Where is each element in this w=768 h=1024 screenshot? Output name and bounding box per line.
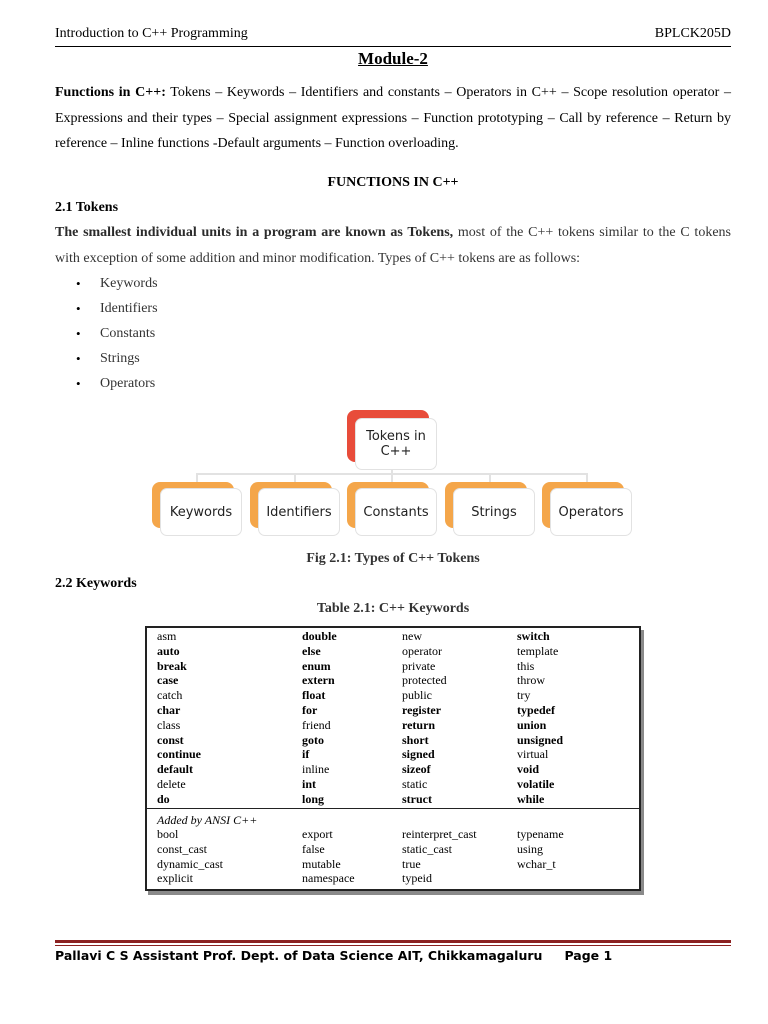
header-course-title: Introduction to C++ Programming [55,26,248,41]
diagram-node-strings: Strings [445,482,527,528]
keyword-cell: continue [157,747,202,762]
page-number: Page 1 [564,948,613,963]
keyword-cell: this [517,658,535,673]
keyword-cell: long [302,791,325,806]
bullet-icon: • [76,276,81,291]
header-course-code: BPLCK205D [654,26,731,41]
keyword-cell: signed [402,747,435,762]
keyword-cell: struct [402,791,432,806]
ansi-keyword-cell: mutable [302,856,341,871]
ansi-keyword-column [157,827,223,886]
keyword-cell: do [157,791,170,806]
tokens-text: most of the C++ tokens similar to the C tokens with exception of some addition and minor modification. Types of C++ tokens are as follows: [55,225,731,266]
ansi-keyword-column [402,827,477,886]
ansi-keyword-cell: reinterpret_cast [402,827,477,841]
keyword-column [302,629,337,807]
list-item: • Operators [100,371,158,396]
keywords-table [145,626,641,891]
keyword-cell: register [402,702,442,717]
keyword-cell: float [302,688,326,703]
keyword-cell: throw [517,673,545,688]
ansi-keyword-cell: typename [517,827,564,841]
page-footer [55,948,612,963]
table-caption: Table 2.1: C++ Keywords [316,601,470,616]
ansi-keyword-column [302,827,355,886]
keyword-cell: switch [517,629,550,643]
ansi-keyword-cell: explicit [157,871,193,886]
keyword-cell: goto [302,732,324,747]
ansi-keyword-cell: static_cast [402,841,452,856]
keyword-cell: typedef [517,702,555,717]
keyword-cell: auto [157,643,180,658]
diagram-node-identifiers: Identifiers [250,482,332,528]
list-item: • Strings [100,346,158,371]
footer-author: Pallavi C S Assistant Prof. Dept. of Data Science AIT, Chikkamagaluru [55,948,543,963]
keyword-cell: else [302,643,321,658]
keyword-cell: short [402,732,429,747]
ansi-keyword-cell: const_cast [157,841,207,856]
keyword-cell: volatile [517,776,555,791]
keyword-cell: asm [157,629,177,643]
keyword-cell: unsigned [517,732,564,747]
bullet-icon: • [76,376,81,391]
root-line1: Tokens in [366,429,426,444]
footer-rule [55,940,731,943]
intro-paragraph [55,80,731,157]
footer-rule [55,945,731,946]
keyword-cell: union [517,717,547,732]
keyword-cell: static [402,776,428,791]
diagram-node-operators: Operators [542,482,624,528]
page-header [55,26,731,47]
keyword-cell: if [302,747,310,762]
keyword-cell: catch [157,688,183,703]
table-divider [147,808,639,809]
keyword-cell: extern [302,673,335,688]
keyword-cell: protected [402,673,447,688]
keyword-cell: new [402,629,422,643]
keyword-cell: int [302,776,317,791]
intro-lead: Functions in C++: [55,85,166,100]
intro-text: Tokens – Keywords – Identifiers and constants – Operators in C++ – Scope resolution operator – Expressions and their types – Special assignment expressions – Function prototyping – Call by reference – Return by reference – Inline functions -Default arguments – Function overloading. [55,85,731,151]
keyword-cell: void [517,762,540,777]
list-item: • Keywords [100,271,158,296]
keyword-cell: for [302,702,318,717]
keyword-cell: case [157,673,179,688]
keyword-cell: default [157,762,193,777]
ansi-keyword-cell: using [517,841,544,856]
figure-caption: Fig 2.1: Types of C++ Tokens [306,551,480,566]
tokens-heading: 2.1 Tokens [55,200,119,215]
ansi-keyword-cell: true [402,856,421,871]
bullet-icon: • [76,326,81,341]
keyword-cell: class [157,717,181,732]
token-types-list [76,271,158,396]
keyword-cell: friend [302,717,331,732]
list-item: • Identifiers [100,296,158,321]
diagram-node-constants: Constants [347,482,429,528]
keyword-cell: try [517,688,531,703]
tokens-lead: The smallest individual units in a program are known as Tokens, [55,225,454,240]
ansi-keyword-cell: dynamic_cast [157,856,223,871]
list-item: • Constants [100,321,158,346]
ansi-keyword-cell: bool [157,827,179,841]
tokens-diagram [148,406,638,542]
keyword-cell: enum [302,658,331,673]
keyword-cell: break [157,658,187,673]
bullet-icon: • [76,301,81,316]
keyword-cell: delete [157,776,186,791]
keyword-cell: virtual [517,747,549,762]
ansi-title: Added by ANSI C++ [157,813,258,827]
ansi-keyword-cell: false [302,841,325,856]
ansi-keyword-cell: wchar_t [517,856,556,871]
keyword-cell: inline [302,762,330,777]
section-heading: FUNCTIONS IN C++ [327,175,459,190]
keyword-cell: const [157,732,184,747]
keyword-cell: char [157,702,181,717]
keyword-cell: while [517,791,545,806]
ansi-keyword-column [517,827,564,871]
keyword-cell: return [402,717,436,732]
keyword-column [517,629,563,807]
keyword-cell: public [402,688,432,703]
keywords-heading: 2.2 Keywords [55,576,137,591]
keyword-column [402,629,447,807]
root-line2: C++ [380,444,412,459]
tokens-paragraph [55,220,731,271]
diagram-root-node [347,410,429,462]
keyword-column [157,629,201,807]
keyword-cell: private [402,658,436,673]
keyword-cell: double [302,629,337,643]
keyword-cell: sizeof [402,762,431,777]
ansi-keyword-cell: typeid [402,871,432,886]
module-title: Module-2 [358,49,428,68]
ansi-keyword-cell: export [302,827,333,841]
bullet-icon: • [76,351,81,366]
ansi-keyword-cell: namespace [302,871,355,886]
keyword-cell: operator [402,643,442,658]
keyword-cell: template [517,643,559,658]
diagram-node-keywords: Keywords [152,482,234,528]
